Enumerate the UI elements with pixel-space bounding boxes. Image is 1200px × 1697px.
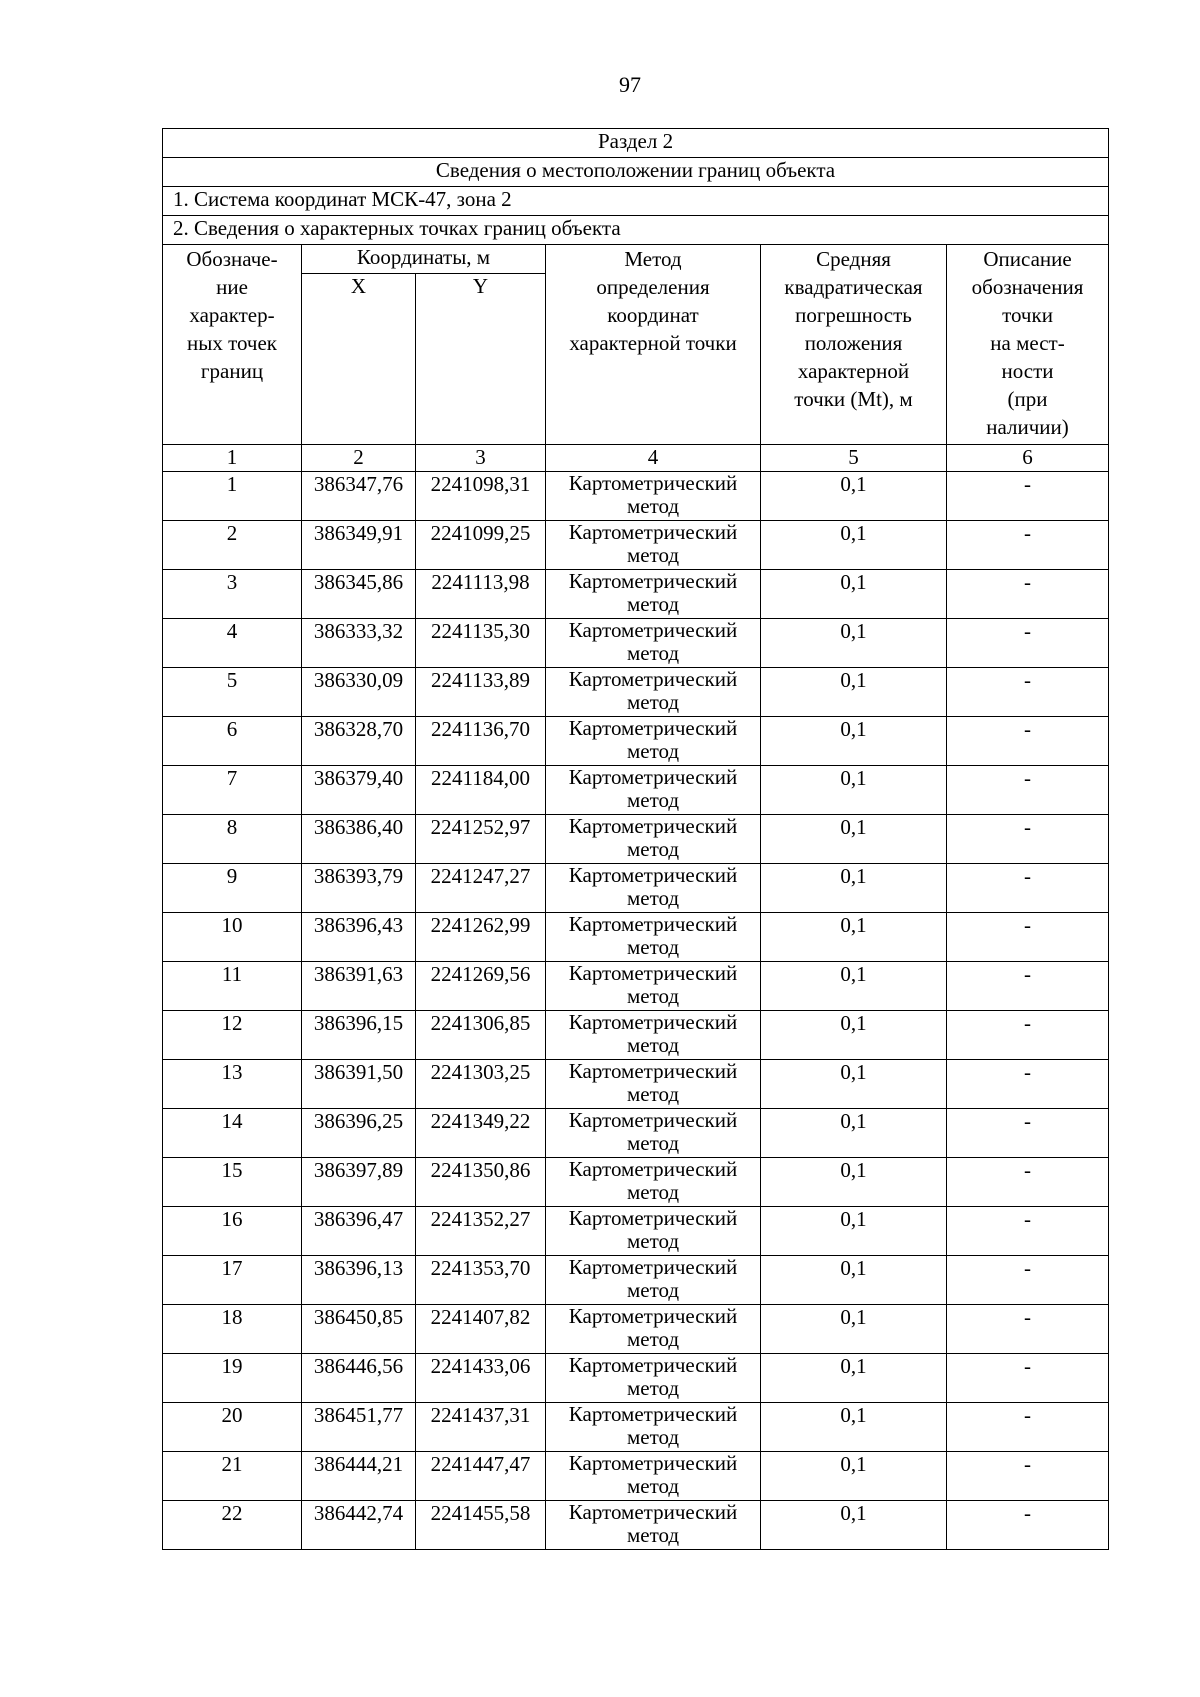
- x-coordinate-cell: 386328,70: [302, 717, 416, 766]
- y-coordinate-cell: 2241113,98: [416, 570, 546, 619]
- description-cell: -: [947, 913, 1109, 962]
- error-cell: 0,1: [761, 962, 947, 1011]
- error-cell: 0,1: [761, 1207, 947, 1256]
- description-cell: -: [947, 1060, 1109, 1109]
- table-row: [163, 1354, 1109, 1403]
- description-cell: -: [947, 1256, 1109, 1305]
- point-number-cell: 1: [163, 472, 302, 521]
- description-cell: -: [947, 668, 1109, 717]
- table-row: [163, 1452, 1109, 1501]
- y-coordinate-cell: 2241447,47: [416, 1452, 546, 1501]
- x-coordinate-cell: 386396,15: [302, 1011, 416, 1060]
- method-cell: Картометрический метод: [546, 472, 761, 521]
- points-heading: 2. Сведения о характерных точках границ объекта: [163, 216, 1109, 245]
- description-cell: -: [947, 1501, 1109, 1550]
- method-cell: Картометрический метод: [546, 766, 761, 815]
- error-cell: 0,1: [761, 717, 947, 766]
- boundary-points-table: [162, 128, 1109, 1550]
- point-number-cell: 15: [163, 1158, 302, 1207]
- description-cell: -: [947, 619, 1109, 668]
- description-cell: -: [947, 1109, 1109, 1158]
- method-cell: Картометрический метод: [546, 619, 761, 668]
- description-cell: -: [947, 1158, 1109, 1207]
- method-cell: Картометрический метод: [546, 864, 761, 913]
- description-cell: -: [947, 1207, 1109, 1256]
- method-cell: Картометрический метод: [546, 1403, 761, 1452]
- table-row: [163, 1207, 1109, 1256]
- description-cell: -: [947, 1305, 1109, 1354]
- error-cell: 0,1: [761, 1060, 947, 1109]
- x-coordinate-cell: 386393,79: [302, 864, 416, 913]
- description-cell: -: [947, 570, 1109, 619]
- method-cell: Картометрический метод: [546, 1158, 761, 1207]
- method-cell: Картометрический метод: [546, 1060, 761, 1109]
- method-cell: Картометрический метод: [546, 1305, 761, 1354]
- description-cell: -: [947, 766, 1109, 815]
- point-number-cell: 9: [163, 864, 302, 913]
- error-cell: 0,1: [761, 766, 947, 815]
- x-coordinate-cell: 386396,47: [302, 1207, 416, 1256]
- table-row: [163, 717, 1109, 766]
- description-cell: -: [947, 472, 1109, 521]
- table-row: [163, 668, 1109, 717]
- point-number-cell: 7: [163, 766, 302, 815]
- method-cell: Картометрический метод: [546, 717, 761, 766]
- method-cell: Картометрический метод: [546, 1109, 761, 1158]
- description-cell: -: [947, 1354, 1109, 1403]
- description-cell: -: [947, 962, 1109, 1011]
- error-cell: 0,1: [761, 570, 947, 619]
- y-coordinate-cell: 2241135,30: [416, 619, 546, 668]
- point-number-cell: 5: [163, 668, 302, 717]
- y-coordinate-cell: 2241252,97: [416, 815, 546, 864]
- error-cell: 0,1: [761, 1305, 947, 1354]
- x-coordinate-cell: 386347,76: [302, 472, 416, 521]
- description-cell: -: [947, 1011, 1109, 1060]
- header-designation: Обозначе- ние характер- ных точек границ: [163, 245, 302, 445]
- y-coordinate-cell: 2241098,31: [416, 472, 546, 521]
- table-row: [163, 864, 1109, 913]
- x-coordinate-cell: 386451,77: [302, 1403, 416, 1452]
- point-number-cell: 13: [163, 1060, 302, 1109]
- point-number-cell: 10: [163, 913, 302, 962]
- method-cell: Картометрический метод: [546, 1207, 761, 1256]
- header-description: Описание обозначения точки на мест- ности (при наличии): [947, 245, 1109, 445]
- method-cell: Картометрический метод: [546, 668, 761, 717]
- point-number-cell: 4: [163, 619, 302, 668]
- table-row: [163, 1060, 1109, 1109]
- y-coordinate-cell: 2241353,70: [416, 1256, 546, 1305]
- y-coordinate-cell: 2241136,70: [416, 717, 546, 766]
- table-row: [163, 962, 1109, 1011]
- x-coordinate-cell: 386391,63: [302, 962, 416, 1011]
- description-cell: -: [947, 815, 1109, 864]
- section-title: Раздел 2: [163, 129, 1109, 158]
- y-coordinate-cell: 2241433,06: [416, 1354, 546, 1403]
- x-coordinate-cell: 386349,91: [302, 521, 416, 570]
- error-cell: 0,1: [761, 1109, 947, 1158]
- error-cell: 0,1: [761, 1354, 947, 1403]
- description-cell: -: [947, 1403, 1109, 1452]
- table-row: [163, 1403, 1109, 1452]
- point-number-cell: 6: [163, 717, 302, 766]
- column-number-row: [163, 445, 1109, 472]
- point-number-cell: 8: [163, 815, 302, 864]
- table-body: [163, 129, 1109, 1550]
- table-row: [163, 766, 1109, 815]
- method-cell: Картометрический метод: [546, 521, 761, 570]
- column-number: 2: [302, 445, 416, 472]
- point-number-cell: 21: [163, 1452, 302, 1501]
- y-coordinate-cell: 2241350,86: [416, 1158, 546, 1207]
- y-coordinate-cell: 2241247,27: [416, 864, 546, 913]
- header-method: Метод определения координат характерной точки: [546, 245, 761, 445]
- x-coordinate-cell: 386397,89: [302, 1158, 416, 1207]
- point-number-cell: 3: [163, 570, 302, 619]
- error-cell: 0,1: [761, 1501, 947, 1550]
- point-number-cell: 14: [163, 1109, 302, 1158]
- point-number-cell: 11: [163, 962, 302, 1011]
- method-cell: Картометрический метод: [546, 1501, 761, 1550]
- x-coordinate-cell: 386442,74: [302, 1501, 416, 1550]
- method-cell: Картометрический метод: [546, 1256, 761, 1305]
- x-coordinate-cell: 386345,86: [302, 570, 416, 619]
- column-number: 4: [546, 445, 761, 472]
- x-coordinate-cell: 386444,21: [302, 1452, 416, 1501]
- y-coordinate-cell: 2241099,25: [416, 521, 546, 570]
- y-coordinate-cell: 2241262,99: [416, 913, 546, 962]
- error-cell: 0,1: [761, 1158, 947, 1207]
- y-coordinate-cell: 2241407,82: [416, 1305, 546, 1354]
- header-error: Средняя квадратическая погрешность положения характерной точки (Mt), м: [761, 245, 947, 445]
- error-cell: 0,1: [761, 668, 947, 717]
- x-coordinate-cell: 386396,13: [302, 1256, 416, 1305]
- description-cell: -: [947, 864, 1109, 913]
- method-cell: Картометрический метод: [546, 815, 761, 864]
- x-coordinate-cell: 386396,25: [302, 1109, 416, 1158]
- table-row: [163, 472, 1109, 521]
- table-row: [163, 1501, 1109, 1550]
- x-coordinate-cell: 386379,40: [302, 766, 416, 815]
- table-row: [163, 570, 1109, 619]
- method-cell: Картометрический метод: [546, 1011, 761, 1060]
- table-row: [163, 1158, 1109, 1207]
- description-cell: -: [947, 521, 1109, 570]
- error-cell: 0,1: [761, 1452, 947, 1501]
- header-x: X: [302, 274, 416, 445]
- x-coordinate-cell: 386450,85: [302, 1305, 416, 1354]
- point-number-cell: 20: [163, 1403, 302, 1452]
- x-coordinate-cell: 386391,50: [302, 1060, 416, 1109]
- point-number-cell: 12: [163, 1011, 302, 1060]
- y-coordinate-cell: 2241184,00: [416, 766, 546, 815]
- y-coordinate-cell: 2241306,85: [416, 1011, 546, 1060]
- error-cell: 0,1: [761, 1403, 947, 1452]
- error-cell: 0,1: [761, 1256, 947, 1305]
- point-number-cell: 22: [163, 1501, 302, 1550]
- table-row: [163, 1011, 1109, 1060]
- column-number: 3: [416, 445, 546, 472]
- table-row: [163, 521, 1109, 570]
- error-cell: 0,1: [761, 815, 947, 864]
- header-y: Y: [416, 274, 546, 445]
- table-row: [163, 1305, 1109, 1354]
- point-number-cell: 18: [163, 1305, 302, 1354]
- table-row: [163, 815, 1109, 864]
- point-number-cell: 2: [163, 521, 302, 570]
- table-row: [163, 619, 1109, 668]
- y-coordinate-cell: 2241455,58: [416, 1501, 546, 1550]
- error-cell: 0,1: [761, 472, 947, 521]
- table-row: [163, 1109, 1109, 1158]
- description-cell: -: [947, 717, 1109, 766]
- method-cell: Картометрический метод: [546, 962, 761, 1011]
- x-coordinate-cell: 386396,43: [302, 913, 416, 962]
- point-number-cell: 16: [163, 1207, 302, 1256]
- header-coordinates: Координаты, м: [302, 245, 546, 274]
- method-cell: Картометрический метод: [546, 1452, 761, 1501]
- error-cell: 0,1: [761, 619, 947, 668]
- error-cell: 0,1: [761, 1011, 947, 1060]
- method-cell: Картометрический метод: [546, 1354, 761, 1403]
- y-coordinate-cell: 2241437,31: [416, 1403, 546, 1452]
- method-cell: Картометрический метод: [546, 913, 761, 962]
- y-coordinate-cell: 2241352,27: [416, 1207, 546, 1256]
- description-cell: -: [947, 1452, 1109, 1501]
- table-row: [163, 1256, 1109, 1305]
- y-coordinate-cell: 2241133,89: [416, 668, 546, 717]
- x-coordinate-cell: 386330,09: [302, 668, 416, 717]
- column-number: 1: [163, 445, 302, 472]
- error-cell: 0,1: [761, 913, 947, 962]
- error-cell: 0,1: [761, 521, 947, 570]
- x-coordinate-cell: 386446,56: [302, 1354, 416, 1403]
- section-subtitle: Сведения о местоположении границ объекта: [163, 158, 1109, 187]
- y-coordinate-cell: 2241349,22: [416, 1109, 546, 1158]
- coordinate-system: 1. Система координат МСК-47, зона 2: [163, 187, 1109, 216]
- y-coordinate-cell: 2241303,25: [416, 1060, 546, 1109]
- column-number: 5: [761, 445, 947, 472]
- error-cell: 0,1: [761, 864, 947, 913]
- y-coordinate-cell: 2241269,56: [416, 962, 546, 1011]
- point-number-cell: 19: [163, 1354, 302, 1403]
- point-number-cell: 17: [163, 1256, 302, 1305]
- page-number: 97: [619, 72, 641, 97]
- x-coordinate-cell: 386386,40: [302, 815, 416, 864]
- column-number: 6: [947, 445, 1109, 472]
- x-coordinate-cell: 386333,32: [302, 619, 416, 668]
- method-cell: Картометрический метод: [546, 570, 761, 619]
- table-row: [163, 913, 1109, 962]
